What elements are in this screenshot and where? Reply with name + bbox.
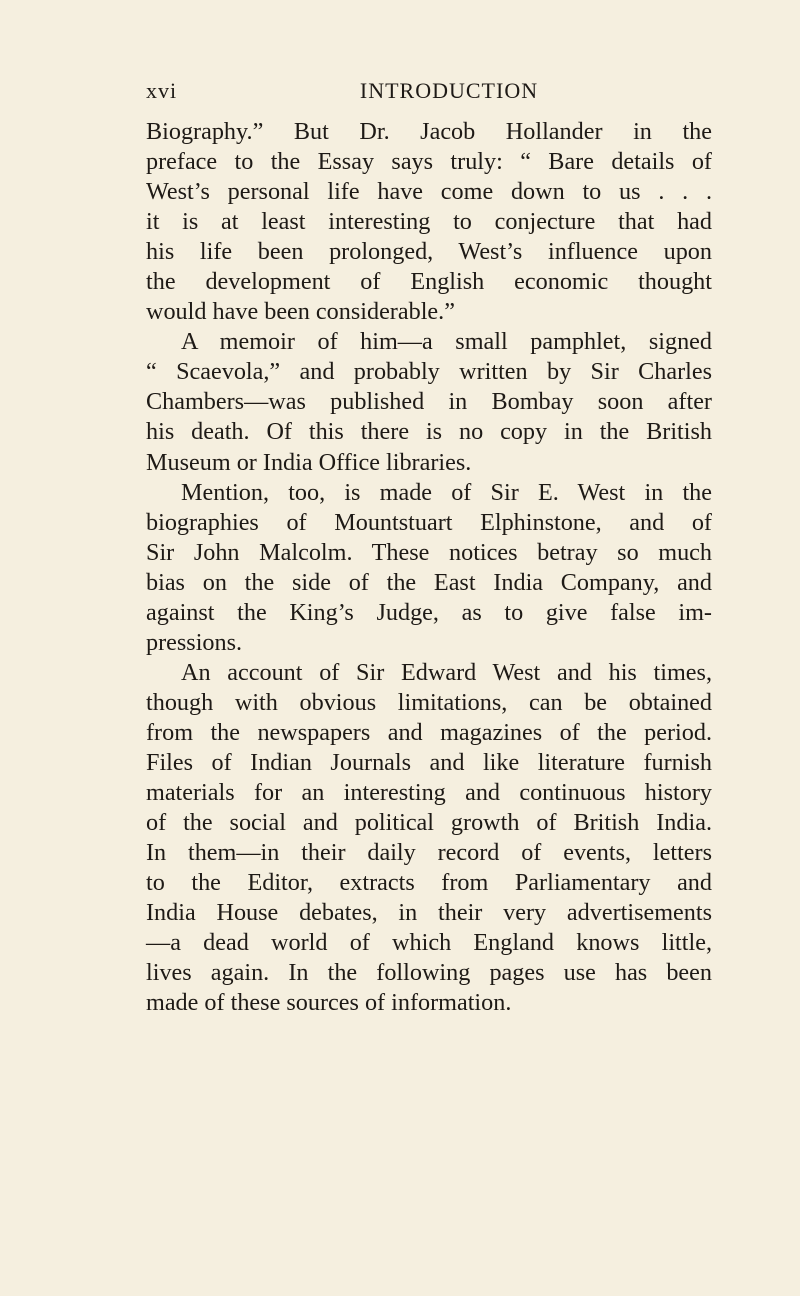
text-line: preface to the Essay says truly: “ Bare details of <box>146 148 712 176</box>
text-line: A memoir of him—a small pamphlet, signed <box>181 328 712 356</box>
text-line: would have been considerable.” <box>146 298 455 326</box>
text-line: Mention, too, is made of Sir E. West in the <box>181 478 712 506</box>
text-line: pressions. <box>146 628 243 656</box>
text-line: the development of English economic thought <box>146 268 712 296</box>
text-line: Biography.” But Dr. Jacob Hollander in the <box>146 118 712 145</box>
running-title: INTRODUCTION <box>359 78 539 103</box>
text-line: materials for an interesting and continuous history <box>146 779 712 807</box>
text-line: his death. Of this there is no copy in the British <box>146 418 712 446</box>
text-line: lives again. In the following pages use has been <box>146 959 712 987</box>
text-line: “ Scaevola,” and probably written by Sir Charles <box>146 358 712 386</box>
text-line: though with obvious limitations, can be obtained <box>146 688 712 716</box>
text-line: biographies of Mountstuart Elphinstone, and of <box>146 508 712 536</box>
text-line: West’s personal life have come down to us . . . <box>146 178 712 206</box>
text-line: Files of Indian Journals and like literature furnish <box>146 748 712 776</box>
text-line: An account of Sir Edward West and his times, <box>181 658 712 686</box>
text-line: to the Editor, extracts from Parliamentary and <box>146 869 712 897</box>
text-line: from the newspapers and magazines of the period. <box>146 718 712 746</box>
page-number: xvi <box>146 78 178 103</box>
text-line: against the King’s Judge, as to give false im- <box>146 598 712 626</box>
text-line: —a dead world of which England knows little, <box>146 929 712 957</box>
text-line: made of these sources of information. <box>146 989 512 1017</box>
text-line: of the social and political growth of British India. <box>146 809 712 837</box>
text-line: India House debates, in their very advertisements <box>146 899 712 927</box>
running-head <box>146 78 712 108</box>
body-text <box>146 117 712 1018</box>
text-line: it is at least interesting to conjecture that had <box>146 208 712 236</box>
text-line: In them—in their daily record of events, letters <box>146 839 712 867</box>
text-line: his life been prolonged, West’s influence upon <box>146 238 712 266</box>
text-line: bias on the side of the East India Company, and <box>146 568 712 596</box>
text-line: Sir John Malcolm. These notices betray so much <box>146 538 712 566</box>
text-line: Museum or India Office libraries. <box>146 448 472 476</box>
text-line: Chambers—was published in Bombay soon after <box>146 388 712 416</box>
